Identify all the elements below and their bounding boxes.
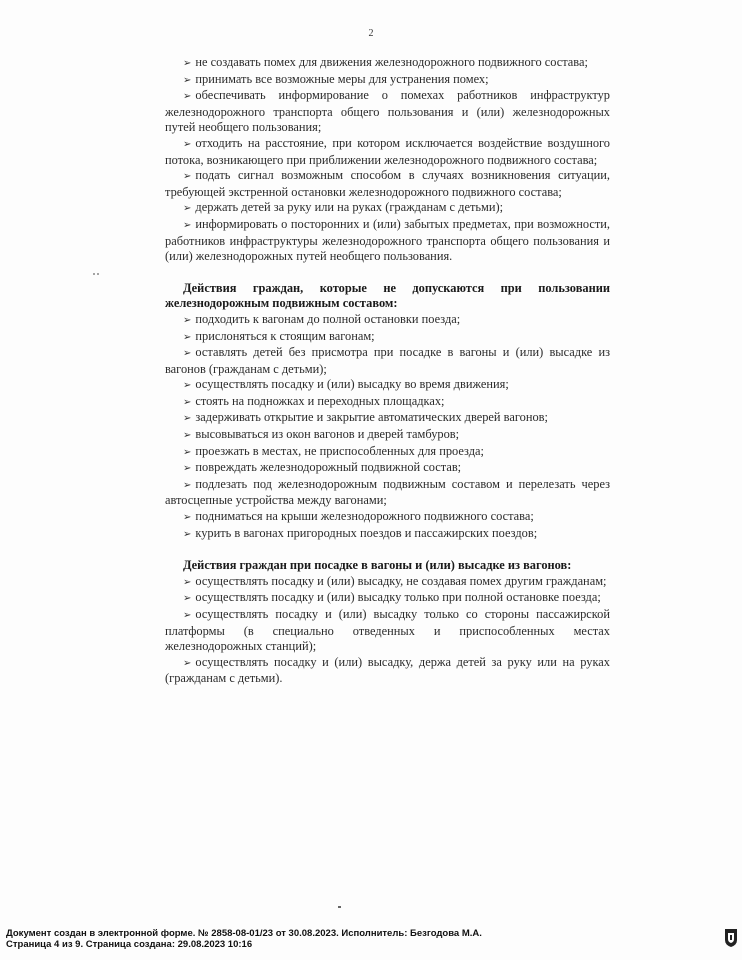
permitted-action-item (165, 136, 610, 168)
prohibited-action-item (165, 427, 610, 444)
permitted-action-item (165, 55, 610, 72)
prohibited-action-item (165, 312, 610, 329)
footer-document-info: Документ создан в электронной форме. № 2858-08-01/23 от 30.08.2023. Исполнитель: Безгодова М.А. (6, 928, 482, 939)
prohibited-action-item (165, 444, 610, 461)
bullet-arrow-icon: ➢ (183, 593, 192, 605)
footer-page-info: Страница 4 из 9. Страница создана: 29.08.2023 10:16 (6, 939, 253, 950)
section-heading-prohibited: Действия граждан, которые не допускаются при пользовании железнодорожным подвижным составом: (165, 280, 610, 311)
prohibited-action-item (165, 377, 610, 394)
list-item-text: оставлять детей без присмотра при посадке в вагоны и (или) высадке из вагонов (гражданам с детьми); (165, 345, 610, 376)
bullet-arrow-icon: ➢ (183, 479, 192, 491)
bullet-arrow-icon: ➢ (183, 314, 192, 326)
list-item-text: подать сигнал возможным способом в случаях возникновения ситуации, требующей экстренной остановки железнодорожного подвижного состава; (165, 168, 610, 199)
list-item-text: отходить на расстояние, при котором исключается воздействие воздушного потока, возникающего при приближении железнодорожного подвижного состава; (165, 135, 610, 167)
bullet-arrow-icon: ➢ (183, 219, 192, 231)
electronic-document-footer (6, 928, 706, 950)
scan-speck (93, 262, 101, 265)
bullet-arrow-icon: ➢ (183, 657, 192, 669)
bullet-arrow-icon: ➢ (183, 446, 192, 458)
permitted-action-item (165, 88, 610, 136)
list-item-text: курить в вагонах пригородных поездов и пассажирских поездов; (195, 525, 538, 540)
prohibited-action-item (165, 410, 610, 427)
list-item-text: повреждать железнодорожный подвижной состав; (195, 460, 462, 475)
section-heading-boarding: Действия граждан при посадке в вагоны и (или) высадке из вагонов: (183, 558, 572, 573)
bullet-arrow-icon: ➢ (183, 576, 192, 588)
list-item-text: осуществлять посадку и (или) высадку, не создавая помех другим гражданам; (195, 573, 607, 588)
list-item-text: держать детей за руку или на руках (гражданам с детьми); (195, 200, 504, 215)
bullet-arrow-icon: ➢ (183, 380, 192, 392)
bullet-arrow-icon: ➢ (183, 348, 192, 360)
bullet-arrow-icon: ➢ (183, 413, 192, 425)
list-item-text: проезжать в местах, не приспособленных для проезда; (195, 443, 484, 458)
list-item-text: высовываться из окон вагонов и дверей тамбуров; (195, 427, 460, 442)
list-item-text: подходить к вагонам до полной остановки поезда; (195, 311, 461, 326)
list-item-text: осуществлять посадку и (или) высадку только со стороны пассажирской платформы (в специально отведенных и приспособленных местах железнодорожных станций); (165, 607, 610, 654)
prohibited-action-item (165, 329, 610, 346)
prohibited-action-item (165, 526, 610, 543)
prohibited-action-item (165, 394, 610, 411)
list-item-text: стоять на подножках и переходных площадках; (195, 393, 445, 408)
list-item-text: принимать все возможные меры для устранения помех; (195, 71, 489, 86)
document-body (165, 55, 610, 687)
bullet-arrow-icon: ➢ (183, 430, 192, 442)
list-item-text: не создавать помех для движения железнодорожного подвижного состава; (195, 55, 588, 69)
list-item-text: подниматься на крыши железнодорожного подвижного состава; (195, 509, 534, 524)
bullet-arrow-icon: ➢ (183, 58, 192, 69)
boarding-action-item (165, 590, 610, 607)
bullet-arrow-icon: ➢ (183, 396, 192, 408)
bullet-arrow-icon: ➢ (183, 463, 192, 475)
prohibited-action-item (165, 460, 610, 477)
list-item-text: подлезать под железнодорожным подвижным составом и перелезать через автосцепные устройства между вагонами; (165, 476, 610, 508)
list-item-text: прислоняться к стоящим вагонам; (195, 328, 375, 343)
bullet-arrow-icon: ➢ (183, 171, 192, 183)
prohibited-action-item (165, 509, 610, 526)
prohibited-action-item (165, 345, 610, 377)
prohibited-action-item (165, 477, 610, 509)
coat-of-arms-icon (724, 928, 738, 948)
bullet-arrow-icon: ➢ (183, 610, 192, 621)
bullet-arrow-icon: ➢ (183, 138, 192, 150)
bullet-arrow-icon: ➢ (183, 203, 192, 215)
bullet-arrow-icon: ➢ (183, 512, 192, 524)
page-number: 2 (368, 28, 374, 39)
list-item-text: информировать о посторонних и (или) забытых предметах, при возможности, работников инфраструктуры железнодорожного транспорта общего пользования и (или) железнодорожных путей необщего пользования. (165, 216, 610, 264)
list-item-text: задерживать открытие и закрытие автоматических дверей вагонов; (195, 410, 548, 425)
permitted-actions-list (165, 55, 610, 265)
list-item-text: обеспечивать информирование о помехах работников инфраструктур железнодорожного транспорта общего пользования и (или) железнодорожных путей необщего пользования; (165, 88, 610, 135)
boarding-action-item (165, 607, 610, 655)
list-item-text: осуществлять посадку и (или) высадку во время движения; (195, 377, 509, 392)
permitted-action-item (165, 168, 610, 200)
scan-speck-bottom (338, 906, 341, 908)
prohibited-actions-list (165, 312, 610, 542)
list-item-text: осуществлять посадку и (или) высадку, держа детей за руку или на руках (гражданам с детьми). (165, 654, 610, 686)
bullet-arrow-icon: ➢ (183, 91, 192, 103)
boarding-action-item (165, 574, 610, 591)
boarding-actions-list (165, 574, 610, 687)
boarding-action-item (165, 655, 610, 687)
permitted-action-item (165, 217, 610, 265)
bullet-arrow-icon: ➢ (183, 528, 192, 540)
permitted-action-item (165, 72, 610, 89)
permitted-action-item (165, 200, 610, 217)
bullet-arrow-icon: ➢ (183, 331, 192, 343)
bullet-arrow-icon: ➢ (183, 74, 192, 86)
list-item-text: осуществлять посадку и (или) высадку только при полной остановке поезда; (195, 590, 601, 605)
